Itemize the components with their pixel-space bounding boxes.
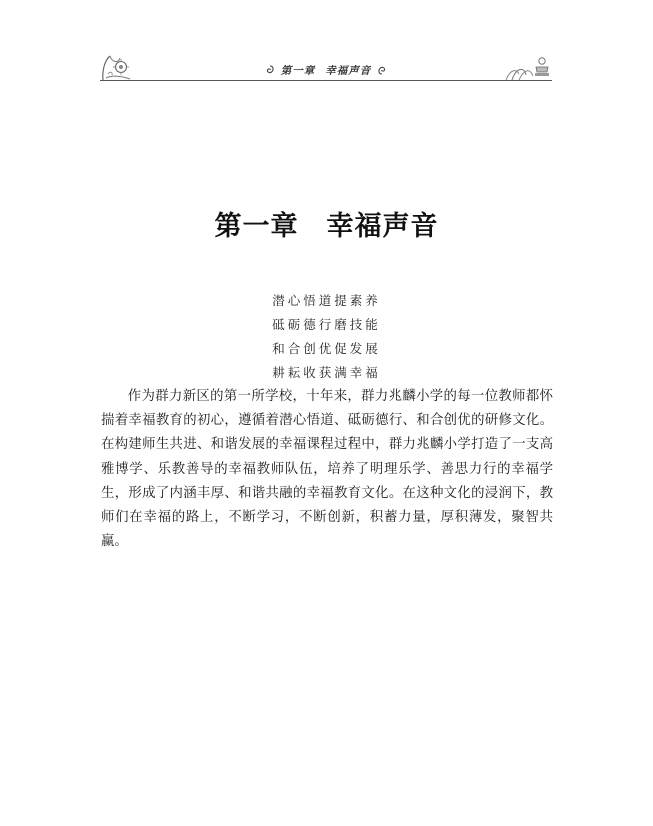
header-rule <box>100 80 552 81</box>
lotus-pot-ornament-icon <box>502 56 552 82</box>
swirl-icon <box>377 65 387 75</box>
page-header <box>100 50 552 84</box>
body-paragraph: 作为群力新区的第一所学校，十年来，群力兆麟小学的每一位教师都怀揣着幸福教育的初心，遵循着潜心悟道、砥砺德行、和合创优的研修文化。在构建师生共进、和谐发展的幸福课程过程中，群力兆麟小学打造了一支高雅博学、乐教善导的幸福教师队伍，培养了明理乐学、善思力行的幸福学生，形成了内涵丰厚、和谐共融的幸福教育文化。在这种文化的浸润下，教师们在幸福的路上，不断学习，不断创新，积蓄力量，厚积薄发，聚智共赢。 <box>101 389 553 550</box>
chapter-name: 幸福声音 <box>326 211 439 242</box>
running-head <box>100 64 552 78</box>
chapter-number: 第一章 <box>214 211 299 242</box>
chapter-motto <box>0 289 653 385</box>
motto-line: 砥砺德行磨技能 <box>272 317 381 332</box>
motto-line: 耕耘收获满幸福 <box>272 365 381 380</box>
swirl-icon <box>265 65 275 75</box>
motto-line: 和合创优促发展 <box>272 341 381 356</box>
motto-line: 潜心悟道提素养 <box>272 293 381 308</box>
chapter-title <box>0 207 653 247</box>
running-head-title: 幸福声音 <box>325 65 372 77</box>
running-head-chapter: 第一章 <box>280 65 316 77</box>
